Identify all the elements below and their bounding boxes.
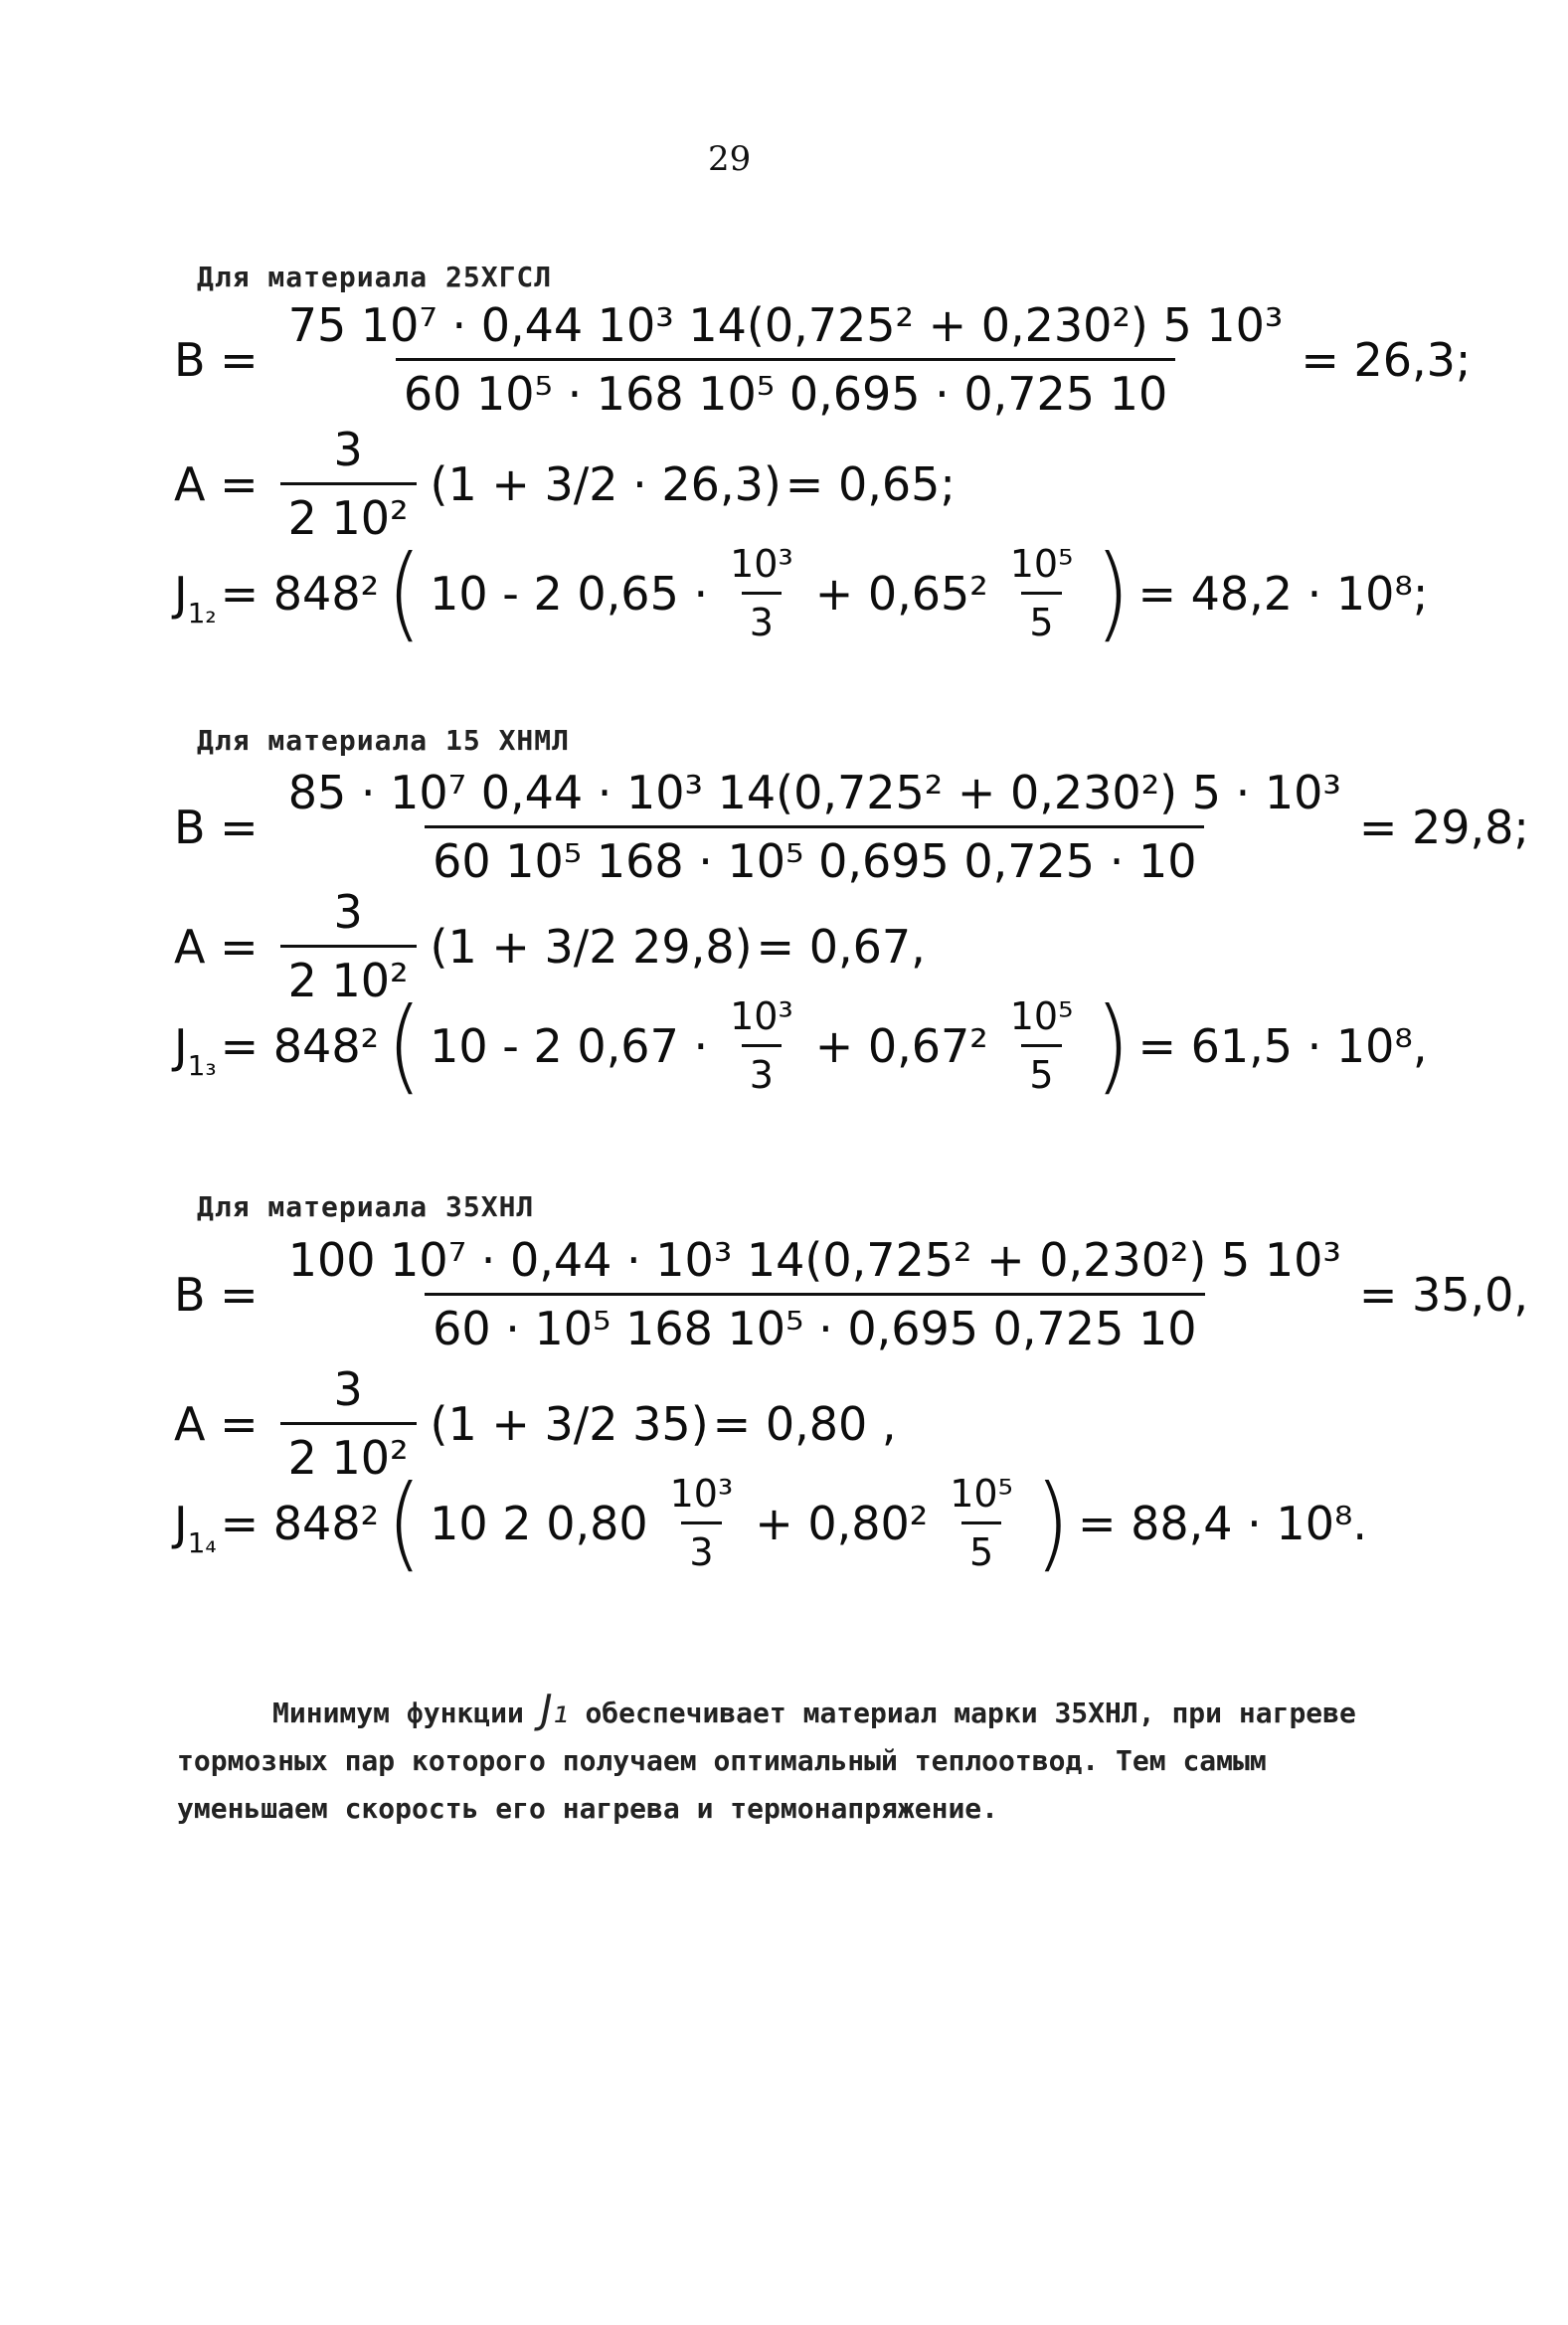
j-fraction-2-den: 5 (1021, 1044, 1061, 1097)
open-paren-glyph: ( (387, 532, 423, 653)
equation-a-3 (174, 1362, 897, 1485)
j-fraction-1 (722, 542, 801, 644)
j-fraction-2-num: 10⁵ (1009, 542, 1074, 586)
b-fraction (280, 766, 1349, 888)
j-term-2: + 0,65² (814, 566, 988, 621)
material-heading-3: Для материала 35ХНЛ (197, 1190, 535, 1223)
j-fraction-2 (1002, 994, 1082, 1097)
b-denominator: 60 10⁵ 168 · 10⁵ 0,695 0,725 · 10 (425, 825, 1204, 888)
a-result: = 0,67, (756, 919, 926, 974)
a-denominator: 2 10² (280, 1422, 417, 1485)
j-result: = 61,5 · 10⁸, (1137, 1018, 1428, 1073)
j-term-2: + 0,67² (814, 1018, 988, 1073)
j-fraction-1-den: 3 (742, 592, 782, 644)
equation-b-2 (174, 766, 1529, 888)
a-label: A = (174, 1396, 259, 1451)
j-fraction-1-num: 10³ (730, 994, 793, 1038)
conclusion-symbol: J₁ (540, 1687, 569, 1732)
b-denominator: 60 · 10⁵ 168 10⁵ · 0,695 0,725 10 (425, 1293, 1204, 1355)
equation-j-2 (174, 984, 1432, 1106)
j-label: J (174, 1496, 188, 1550)
a-result: = 0,80 , (712, 1396, 897, 1451)
a-parenthetical: (1 + 3/2 · 26,3) (430, 456, 782, 511)
close-paren-glyph: ) (1095, 984, 1131, 1106)
b-label: B = (174, 800, 259, 854)
j-fraction-2-den: 5 (961, 1521, 1001, 1574)
j-term-1: 10 - 2 0,65 · (430, 566, 709, 621)
j-subscript: 1₃ (187, 1049, 217, 1082)
a-label: A = (174, 919, 259, 974)
a-numerator: 3 (333, 885, 363, 939)
j-result: = 88,4 · 10⁸. (1077, 1496, 1368, 1550)
j-label: J (174, 1018, 188, 1073)
close-paren-glyph: ) (1034, 1462, 1070, 1583)
equation-j-3 (174, 1462, 1371, 1583)
b-numerator: 100 10⁷ · 0,44 · 10³ 14(0,725² + 0,230²) 5 10³ (287, 1233, 1341, 1287)
a-fraction (280, 423, 417, 545)
material-heading-1: Для материала 25ХГСЛ (197, 261, 553, 293)
j-fraction-2-den: 5 (1021, 592, 1061, 644)
b-fraction (280, 1233, 1349, 1355)
conclusion-before: Минимум функции (272, 1697, 524, 1729)
b-numerator: 75 10⁷ · 0,44 10³ 14(0,725² + 0,230²) 5 10³ (287, 298, 1284, 352)
a-numerator: 3 (333, 423, 363, 476)
equation-a-1 (174, 423, 956, 545)
j-term-2: + 0,80² (755, 1496, 929, 1550)
equation-b-3 (174, 1233, 1528, 1355)
j-result: = 48,2 · 10⁸; (1137, 566, 1429, 621)
j-fraction-1-num: 10³ (669, 1472, 734, 1516)
equation-a-2 (174, 885, 926, 1007)
close-paren-glyph: ) (1095, 532, 1131, 653)
b-result: = 29,8; (1358, 800, 1529, 854)
conclusion-after: обеспечивает материал марки 35ХНЛ, при нагреве тормозных пар которого получаем оптимальный теплоотвод. Тем самым уменьшаем скорость его нагрева и термонапряжение. (177, 1697, 1356, 1825)
b-denominator: 60 10⁵ · 168 10⁵ 0,695 · 0,725 10 (396, 358, 1175, 421)
a-label: A = (174, 456, 259, 511)
a-result: = 0,65; (784, 456, 956, 511)
a-denominator: 2 10² (280, 482, 417, 545)
j-subscript: 1₂ (187, 597, 217, 629)
conclusion-paragraph (177, 1686, 1360, 1833)
j-coefficient: = 848² (220, 1018, 380, 1073)
page-number: 29 (708, 139, 752, 179)
j-coefficient: = 848² (220, 566, 380, 621)
j-fraction-2-num: 10⁵ (950, 1472, 1013, 1516)
open-paren-glyph: ( (387, 984, 423, 1106)
j-fraction-1 (662, 1472, 742, 1574)
j-term-1: 10 - 2 0,67 · (430, 1018, 709, 1073)
b-fraction (280, 298, 1292, 421)
equation-b-1 (174, 298, 1471, 421)
a-denominator: 2 10² (280, 945, 417, 1007)
a-numerator: 3 (333, 1362, 363, 1416)
j-fraction-1-num: 10³ (730, 542, 793, 586)
b-numerator: 85 · 10⁷ 0,44 · 10³ 14(0,725² + 0,230²) 5 · 10³ (287, 766, 1341, 819)
j-term-1: 10 2 0,80 (430, 1496, 648, 1550)
a-parenthetical: (1 + 3/2 35) (430, 1396, 709, 1451)
material-heading-2: Для материала 15 ХНМЛ (197, 724, 571, 757)
j-fraction-1-den: 3 (742, 1044, 782, 1097)
j-fraction-1 (722, 994, 801, 1097)
b-result: = 26,3; (1301, 332, 1472, 387)
j-subscript: 1₄ (187, 1526, 217, 1559)
b-result: = 35,0, (1358, 1267, 1529, 1322)
b-label: B = (174, 332, 259, 387)
open-paren-glyph: ( (387, 1462, 423, 1583)
a-parenthetical: (1 + 3/2 29,8) (430, 919, 753, 974)
j-fraction-2 (1002, 542, 1082, 644)
j-fraction-1-den: 3 (681, 1521, 721, 1574)
j-label: J (174, 566, 188, 621)
b-label: B = (174, 1267, 259, 1322)
equation-j-1 (174, 532, 1432, 653)
j-coefficient: = 848² (220, 1496, 380, 1550)
j-fraction-2 (942, 1472, 1021, 1574)
j-fraction-2-num: 10⁵ (1009, 994, 1074, 1038)
